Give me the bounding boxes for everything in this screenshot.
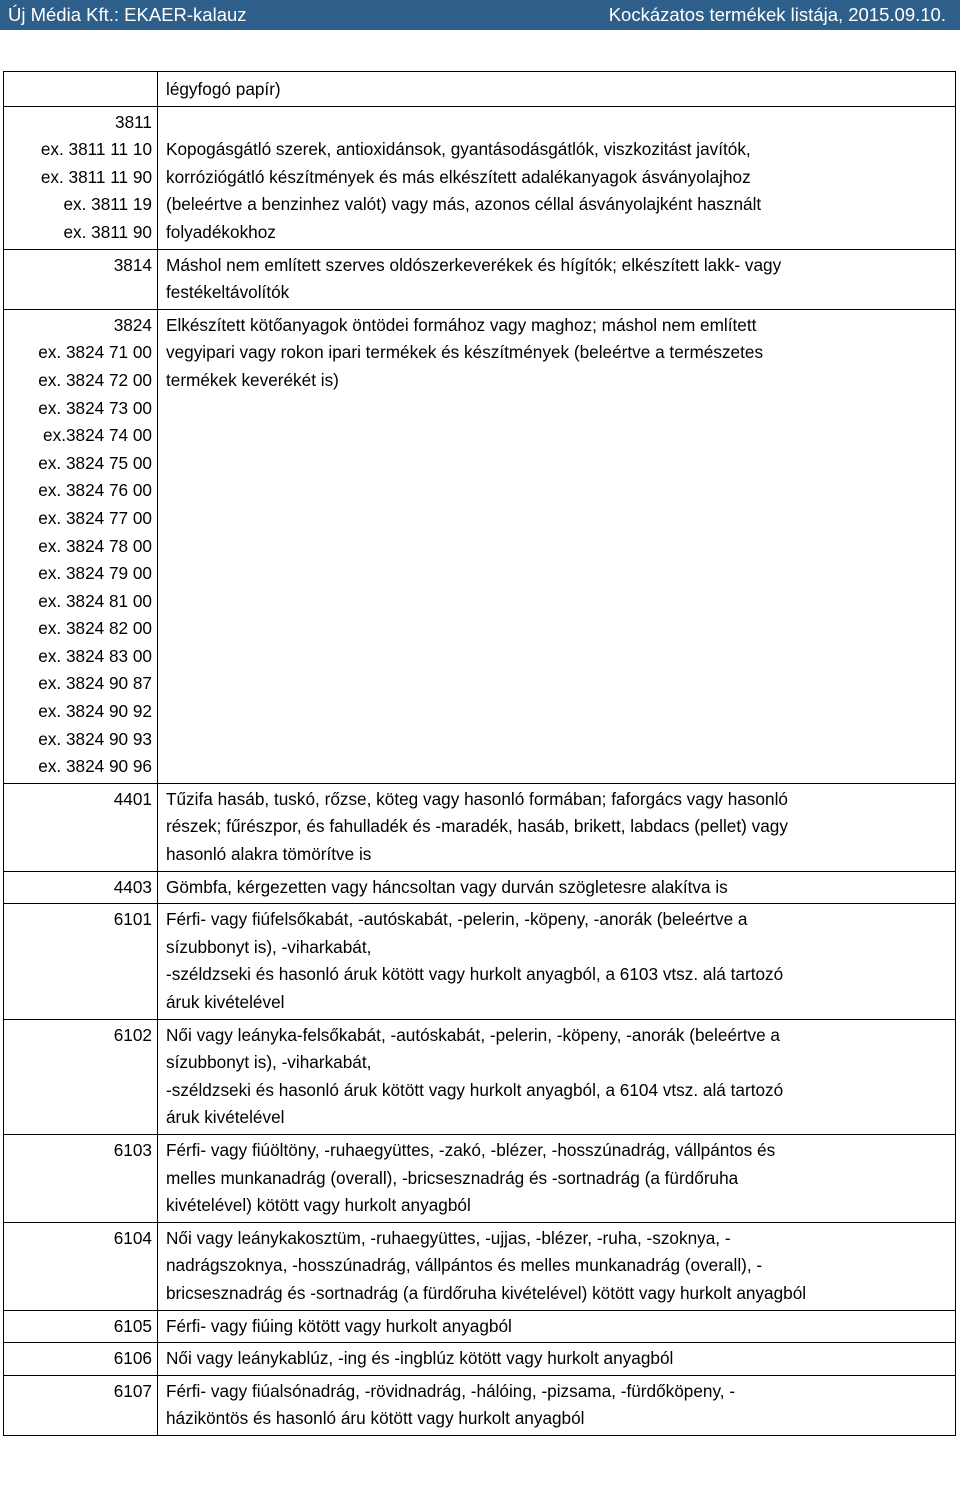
code-cell	[4, 1019, 158, 1134]
code-cell	[4, 72, 158, 107]
code-line: 6104	[113, 1227, 152, 1248]
code-line: ex. 3824 76 00	[38, 480, 152, 501]
table-row	[4, 1375, 956, 1435]
code-line: ex. 3824 90 93	[38, 728, 152, 749]
code-line: 3811	[115, 111, 152, 132]
description-cell	[158, 309, 956, 783]
description-cell	[158, 72, 956, 107]
code-cell	[4, 1222, 158, 1310]
code-line: ex. 3824 79 00	[38, 563, 152, 584]
code-line: ex. 3824 90 96	[38, 756, 152, 777]
code-line: ex. 3824 90 87	[38, 673, 152, 694]
table-row	[4, 904, 956, 1019]
description-line: -széldzseki és hasonló áruk kötött vagy hurkolt anyagból, a 6103 vtsz. alá tartozó	[166, 964, 784, 985]
header-left-title: Új Média Kft.: EKAER-kalauz	[8, 4, 247, 25]
description-cell	[158, 904, 956, 1019]
description-line: kivételével) kötött vagy hurkolt anyagból	[166, 1195, 471, 1216]
header-right-title: Kockázatos termékek listája, 2015.09.10.	[608, 4, 946, 25]
table-row	[4, 1310, 956, 1343]
description-line: hasonló alakra tömörítve is	[166, 844, 372, 865]
description-line: Férfi- vagy fiúing kötött vagy hurkolt anyagból	[166, 1315, 512, 1336]
code-line: ex. 3824 73 00	[38, 397, 152, 418]
table-row	[4, 1019, 956, 1134]
description-cell	[158, 1019, 956, 1134]
code-cell	[4, 904, 158, 1019]
code-cell	[4, 309, 158, 783]
description-line: melles munkanadrág (overall), -bricsesznadrág és -sortnadrág (a fürdőruha	[166, 1167, 739, 1188]
description-line: sízubbonyt is), -viharkabát,	[166, 1052, 372, 1073]
table-row	[4, 1222, 956, 1310]
table-row	[4, 871, 956, 904]
code-line: 6103	[113, 1139, 152, 1160]
code-line: ex. 3811 11 10	[40, 139, 152, 160]
description-line: Kopogásgátló szerek, antioxidánsok, gyantásodásgátlók, viszkozitást javítók,	[166, 139, 751, 160]
description-line: -széldzseki és hasonló áruk kötött vagy hurkolt anyagból, a 6104 vtsz. alá tartozó	[166, 1079, 784, 1100]
code-line: 6107	[113, 1380, 152, 1401]
description-line: részek; fűrészpor, és fahulladék és -maradék, hasáb, brikett, labdacs (pellet) vagy	[166, 816, 788, 837]
description-cell	[158, 1134, 956, 1222]
description-line: Tűzifa hasáb, tuskó, rőzse, köteg vagy hasonló formában; faforgács vagy hasonló	[166, 788, 788, 809]
description-cell	[158, 1310, 956, 1343]
code-cell	[4, 871, 158, 904]
description-cell	[158, 1343, 956, 1376]
page-header	[0, 0, 960, 30]
description-cell	[158, 783, 956, 871]
description-line: áruk kivételével	[166, 992, 285, 1012]
code-line: ex. 3824 81 00	[38, 590, 152, 611]
description-line	[166, 109, 951, 137]
table-row	[4, 1343, 956, 1376]
code-line: 6105	[113, 1315, 152, 1336]
product-table-body	[4, 72, 956, 1436]
code-line: ex. 3824 77 00	[38, 507, 152, 528]
description-line: sízubbonyt is), -viharkabát,	[166, 936, 372, 957]
description-line: Női vagy leánykakosztüm, -ruhaegyüttes, -ujjas, -blézer, -ruha, -szoknya, -	[166, 1227, 731, 1248]
code-line: ex. 3811 19	[63, 194, 152, 215]
code-line: ex. 3811 11 90	[40, 166, 152, 187]
description-cell	[158, 249, 956, 309]
table-row	[4, 249, 956, 309]
code-line: ex. 3824 78 00	[38, 535, 152, 556]
code-line: 6101	[113, 909, 152, 930]
code-line: ex. 3824 90 92	[38, 701, 152, 722]
code-line: ex. 3824 71 00	[38, 342, 152, 363]
description-line: Gömbfa, kérgezetten vagy háncsoltan vagy durván szögletesre alakítva is	[166, 876, 728, 897]
code-line: ex.3824 74 00	[43, 425, 152, 446]
code-line: ex. 3824 75 00	[38, 452, 152, 473]
table-row	[4, 783, 956, 871]
description-line: termékek keverékét is)	[166, 369, 339, 390]
code-line: 4403	[113, 876, 152, 897]
description-line: (beleértve a benzinhez valót) vagy más, azonos céllal ásványolajként használt	[166, 194, 762, 215]
description-cell	[158, 106, 956, 249]
table-row	[4, 1134, 956, 1222]
description-line: Elkészített kötőanyagok öntödei formához vagy maghoz; máshol nem említett	[166, 314, 757, 335]
description-line: Férfi- vagy fiúöltöny, -ruhaegyüttes, -zakó, -blézer, -hosszúnadrág, vállpántos és	[166, 1139, 776, 1160]
code-cell	[4, 783, 158, 871]
description-cell	[158, 871, 956, 904]
code-cell	[4, 1310, 158, 1343]
code-cell	[4, 1134, 158, 1222]
code-line: 4401	[113, 788, 152, 809]
code-cell	[4, 1375, 158, 1435]
code-line: ex. 3824 82 00	[38, 618, 152, 639]
table-row	[4, 106, 956, 249]
code-line: 6102	[113, 1024, 152, 1045]
description-line: légyfogó papír)	[166, 79, 281, 99]
description-line: folyadékokhoz	[166, 221, 276, 242]
code-line: ex. 3824 83 00	[38, 645, 152, 666]
code-cell	[4, 106, 158, 249]
code-line: 6106	[113, 1348, 152, 1369]
description-line: Férfi- vagy fiúfelsőkabát, -autóskabát, -pelerin, -köpeny, -anorák (beleértve a	[166, 909, 748, 930]
description-line: nadrágszoknya, -hosszúnadrág, vállpántos és melles munkanadrág (overall), -	[166, 1255, 763, 1276]
description-line: festékeltávolítók	[166, 282, 290, 303]
code-line: ex. 3811 90	[63, 221, 152, 242]
description-line: Férfi- vagy fiúalsónadrág, -rövidnadrág, -hálóing, -pizsama, -fürdőköpeny, -	[166, 1380, 736, 1401]
description-line: korróziógátló készítmények és más elkészített adalékanyagok ásványolajhoz	[166, 166, 751, 187]
table-row	[4, 72, 956, 107]
code-line	[4, 76, 152, 104]
description-cell	[158, 1375, 956, 1435]
table-row	[4, 309, 956, 783]
description-line: áruk kivételével	[166, 1107, 285, 1128]
code-cell	[4, 1343, 158, 1376]
description-line: háziköntös és hasonló áru kötött vagy hurkolt anyagból	[166, 1408, 585, 1429]
code-line: 3824	[113, 314, 152, 335]
product-table	[3, 71, 956, 1436]
code-cell	[4, 249, 158, 309]
description-line: Női vagy leánykablúz, -ing és -ingblúz kötött vagy hurkolt anyagból	[166, 1348, 674, 1369]
description-line: Női vagy leányka-felsőkabát, -autóskabát, -pelerin, -köpeny, -anorák (beleértve a	[166, 1024, 780, 1045]
description-line: Máshol nem említett szerves oldószerkeverékek és hígítók; elkészített lakk- vagy	[166, 254, 782, 275]
code-line: ex. 3824 72 00	[38, 369, 152, 390]
description-line: bricsesznadrág és -sortnadrág (a fürdőruha kivételével) kötött vagy hurkolt anyagból	[166, 1282, 807, 1303]
description-cell	[158, 1222, 956, 1310]
description-line: vegyipari vagy rokon ipari termékek és készítmények (beleértve a természetes	[166, 342, 764, 363]
code-line: 3814	[113, 254, 152, 275]
